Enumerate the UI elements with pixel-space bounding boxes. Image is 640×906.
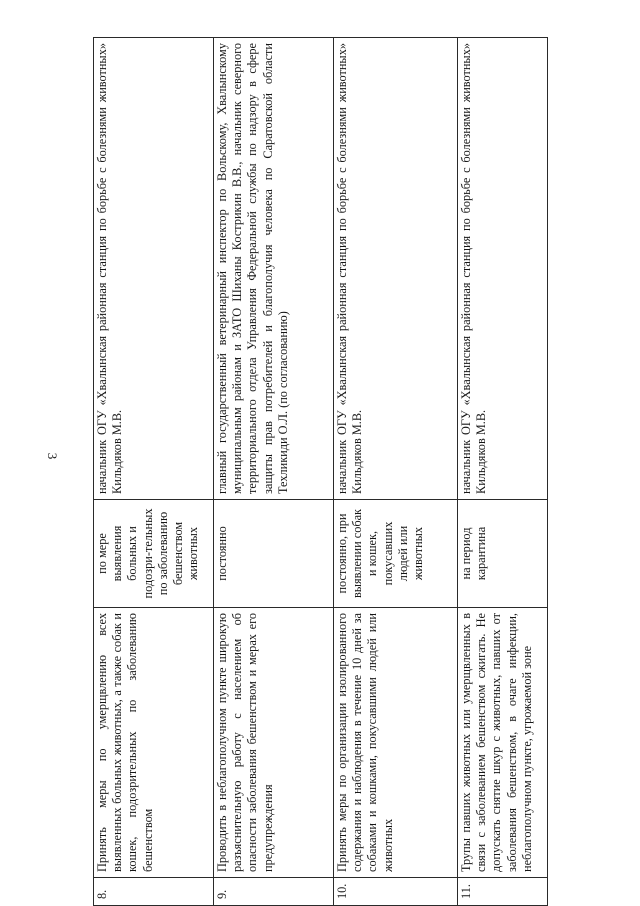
term-cell: постоянно <box>214 500 334 608</box>
row-number: 9. <box>214 878 334 906</box>
row-number: 8. <box>94 878 214 906</box>
term-cell: по мере выявления больных и подозри-тельных по заболеванию бешенством животных <box>94 500 214 608</box>
row-number: 10. <box>334 878 458 906</box>
measure-cell: Проводить в неблагополучном пункте широкую разъяснительную работу с населением об опасности заболевания бешенством и мерах его предупреждения <box>214 608 334 878</box>
measures-table <box>93 37 548 906</box>
table-row <box>458 38 548 906</box>
measure-cell: Принять меры по умерщвлению всех выявленных больных животных, а также собак и кошек, подозрительных по заболеванию бешенством <box>94 608 214 878</box>
measure-cell: Трупы павших животных или умерщвленных в связи с заболеванием бешенством сжигать. Не допускать снятие шкур с животных, павших от заболевания бешенством, в очаге инфекции, неблагополучном пункте, угрожаемой зоне <box>458 608 548 878</box>
table-row <box>214 38 334 906</box>
term-cell: на период карантина <box>458 500 548 608</box>
measure-cell: Принять меры по организации изолированного содержания и наблюдения в течение 10 дней за собаками и кошками, покусавшими людей или животных <box>334 608 458 878</box>
table-row <box>334 38 458 906</box>
page-number: 3 <box>45 452 60 460</box>
row-number: 11. <box>458 878 548 906</box>
responsible-cell: начальник ОГУ «Хвалынская районная станция по борьбе с болезнями животных» Кильдяков М.В. <box>94 38 214 500</box>
responsible-cell: начальник ОГУ «Хвалынская районная станция по борьбе с болезнями животных» Кильдяков М.В. <box>334 38 458 500</box>
responsible-cell: главный государственный ветеринарный инспектор по Вольскому, Хвалынскому муниципальным районам и ЗАТО Шиханы Кострикин В.В., начальник северного территориального отдела Управления Федеральной службы по надзору в сфере защиты прав потребителей и благополучия человека по Саратовской области Техликиди О.Л. (по согласованию) <box>214 38 334 500</box>
responsible-cell: начальник ОГУ «Хвалынская районная станция по борьбе с болезнями животных» Кильдяков М.В. <box>458 38 548 500</box>
term-cell: постоянно, при выявлении собак и кошек, покусавших людей или животных <box>334 500 458 608</box>
measures-table-rotated <box>93 38 547 906</box>
table-row <box>94 38 214 906</box>
